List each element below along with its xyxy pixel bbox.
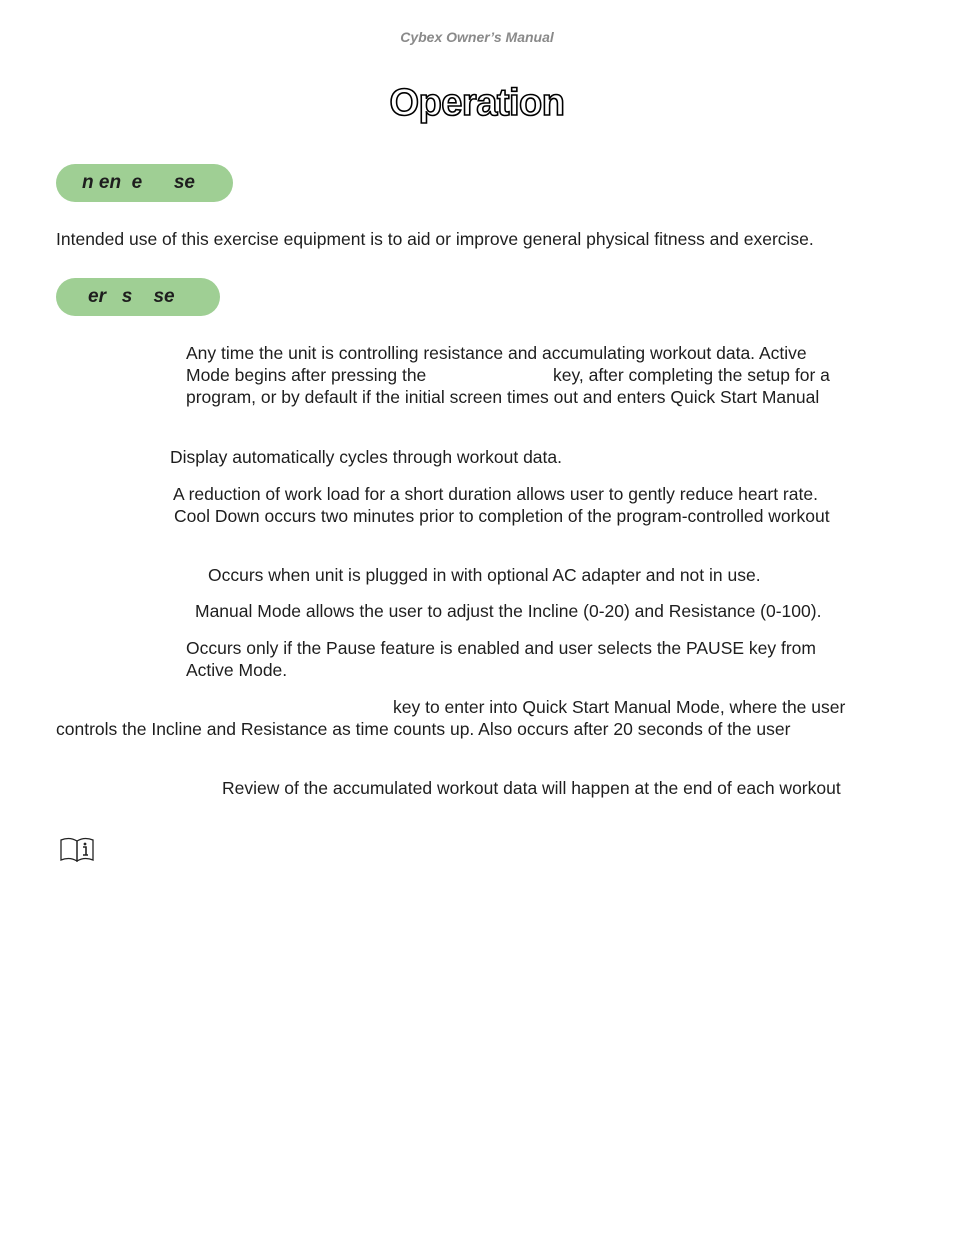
manual-header: Cybex Owner’s Manual [400, 29, 554, 45]
active-mode-line-2b: key, after completing the setup for a [553, 365, 830, 385]
sleep-mode-text: Occurs when unit is plugged in with optional AC adapter and not in use. [208, 565, 761, 585]
manual-mode-text: Manual Mode allows the user to adjust the Incline (0-20) and Resistance (0-100). [195, 601, 822, 621]
active-mode-line-3: program, or by default if the initial screen times out and enters Quick Start Manual [186, 387, 820, 407]
user-use-heading: er s se [56, 278, 220, 316]
quick-start-line-2: controls the Incline and Resistance as time counts up. Also occurs after 20 seconds of the user [56, 719, 791, 739]
cool-down-line-1: A reduction of work load for a short duration allows user to gently reduce heart rate. [173, 484, 818, 504]
pause-mode-line-1: Occurs only if the Pause feature is enabled and user selects the PAUSE key from [186, 638, 816, 658]
quick-start-line-1: key to enter into Quick Start Manual Mode, where the user [393, 697, 846, 717]
book-info-icon [60, 836, 94, 862]
intended-use-text: Intended use of this exercise equipment is to aid or improve general physical fitness and exercise. [56, 229, 814, 249]
cool-down-line-2: Cool Down occurs two minutes prior to completion of the program-controlled workout [174, 506, 830, 526]
pause-mode-line-2: Active Mode. [186, 660, 288, 680]
display-mode-text: Display automatically cycles through workout data. [170, 447, 562, 467]
active-mode-line-1: Any time the unit is controlling resistance and accumulating workout data. Active [186, 343, 807, 363]
intended-use-heading: n en e se [56, 164, 233, 202]
summary-mode-text: Review of the accumulated workout data will happen at the end of each workout [222, 778, 841, 798]
active-mode-line-2a: Mode begins after pressing the [186, 365, 427, 385]
page-title: Operation [389, 82, 565, 124]
